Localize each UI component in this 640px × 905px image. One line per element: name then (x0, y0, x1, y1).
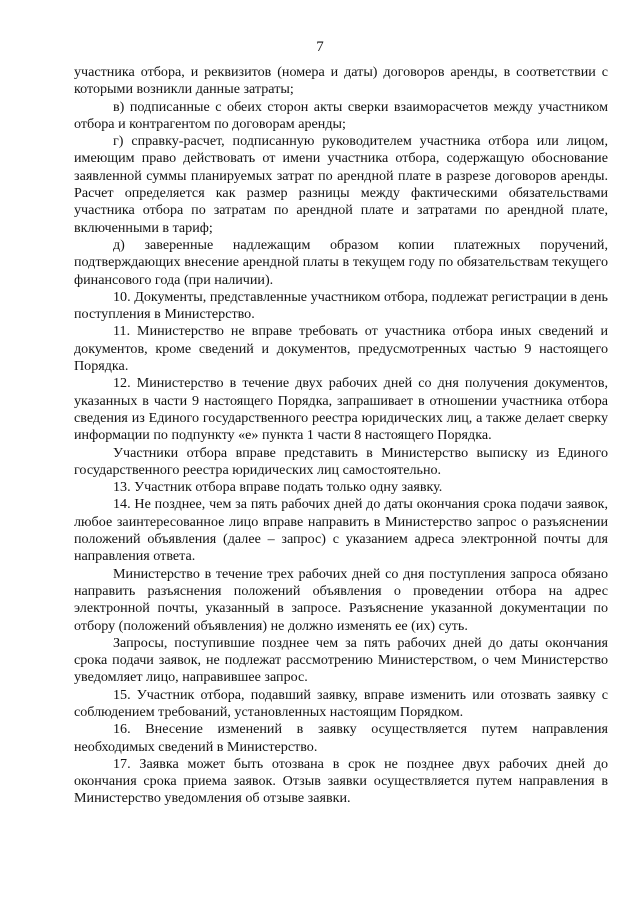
paragraph-continuation: участника отбора, и реквизитов (номера и даты) договоров аренды, в соответствии с которыми возникли данные затраты; (74, 64, 608, 98)
paragraph-14: 14. Не позднее, чем за пять рабочих дней до даты окончания срока подачи заявок, любое заинтересованное лицо вправе направить в Министерство запрос о разъяснении положений объявления (далее – запрос) с указанием адреса электронной почты для направления ответа. (74, 496, 608, 565)
paragraph-item-v: в) подписанные с обеих сторон акты сверки взаиморасчетов между участником отбора и контрагентом по договорам аренды; (74, 98, 608, 132)
document-body (74, 64, 608, 808)
paragraph-12-note: Участники отбора вправе представить в Министерство выписку из Единого государственного реестра юридических лиц самостоятельно. (74, 444, 608, 478)
paragraph-17: 17. Заявка может быть отозвана в срок не позднее двух рабочих дней до окончания срока приема заявок. Отзыв заявки осуществляется путем направления в Министерство уведомления об отзыве заявки. (74, 755, 608, 807)
page-number: 7 (316, 39, 324, 55)
paragraph-12: 12. Министерство в течение двух рабочих дней со дня получения документов, указанных в части 9 настоящего Порядка, запрашивает в отношении участника отбора сведения из Единого государственного реестра юридических лиц, а также делает сверку информации по подпункту «е» пункта 1 части 8 настоящего Порядка. (74, 375, 608, 444)
paragraph-14-response: Министерство в течение трех рабочих дней со дня поступления запроса обязано направить разъяснения положений объявления о проведении отбора на адрес электронной почты, указанный в запросе. Разъяснение указанной документации по отбору (положений объявления) не должно изменять ее (их) суть. (74, 565, 608, 634)
paragraph-13: 13. Участник отбора вправе подать только одну заявку. (113, 479, 443, 496)
paragraph-10: 10. Документы, представленные участником отбора, подлежат регистрации в день поступления в Министерство. (74, 288, 608, 323)
paragraph-item-g: г) справку-расчет, подписанную руководителем участника отбора или лицом, имеющим право действовать от имени участника отбора, содержащую обоснование заявленной суммы планируемых затрат по арендной плате в разрезе договоров аренды. Расчет определяется как размер разницы между фактическими обязательствами участника отбора по затратам по арендной плате и затратами по арендной плате, включенными в тариф; (74, 133, 608, 236)
paragraph-15: 15. Участник отбора, подавший заявку, вправе изменить или отозвать заявку с соблюдением требований, установленных настоящим Порядком. (74, 686, 608, 720)
paragraph-16: 16. Внесение изменений в заявку осуществляется путем направления необходимых сведений в Министерство. (74, 721, 608, 755)
paragraph-item-d: д) заверенные надлежащим образом копии платежных поручений, подтверждающих внесение арендной платы в текущем году по обязательствам текущего финансового года (при наличии). (74, 236, 608, 288)
paragraph-11: 11. Министерство не вправе требовать от участника отбора иных сведений и документов, кроме сведений и документов, предусмотренных частью 9 настоящего Порядка. (74, 323, 608, 375)
paragraph-14-late-requests: Запросы, поступившие позднее чем за пять рабочих дней до даты окончания срока подачи заявок, не подлежат рассмотрению Министерством, о чем Министерство уведомляет лицо, направившее запрос. (74, 634, 608, 686)
